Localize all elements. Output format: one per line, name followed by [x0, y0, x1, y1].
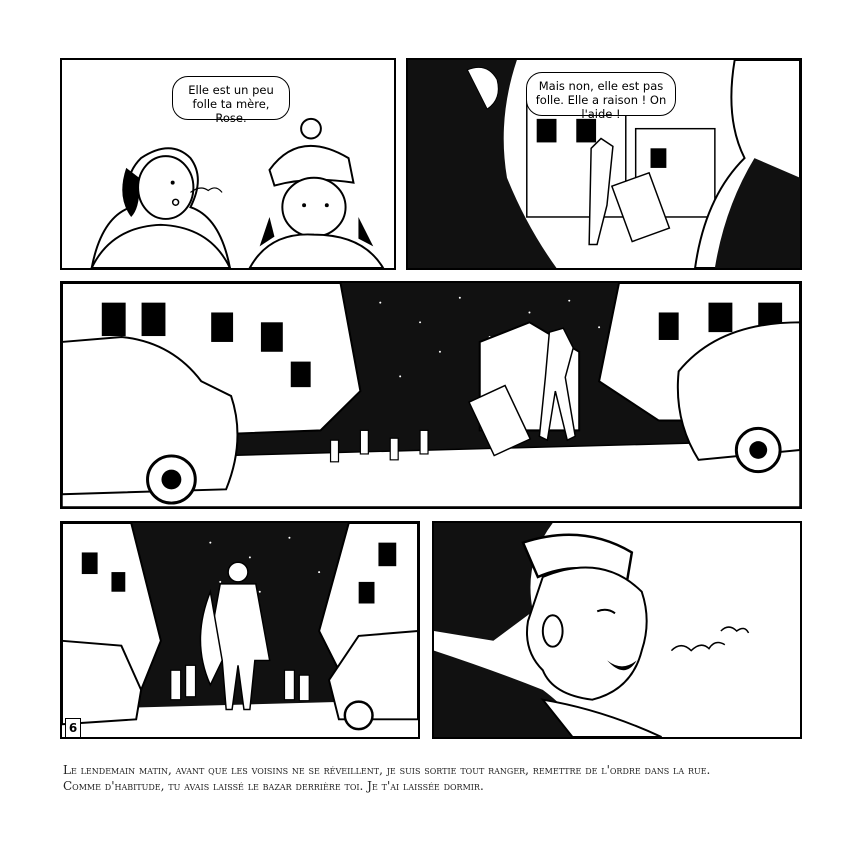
panel-5 — [432, 521, 802, 739]
caption-line-1: Le lendemain matin, avant que les voisins ne se réveillent, je suis sortie tout ranger, remettre de l'ordre dans la rue. — [63, 763, 711, 777]
caption-line-2: Comme d'habitude, tu avais laissé le bazar derrière toi. Je t'ai laissée dormir. — [63, 779, 484, 793]
panel-5-art — [434, 523, 800, 737]
panel-4-art — [62, 523, 418, 737]
speech-bubble-p2: Mais non, elle est pas folle. Elle a raison ! On l'aide ! — [526, 72, 676, 116]
panel-3 — [60, 281, 802, 509]
panel-3-art — [62, 283, 800, 507]
caption — [63, 762, 803, 794]
panel-1 — [60, 58, 396, 270]
panel-4 — [60, 521, 420, 739]
speech-bubble-p1: Elle est un peu folle ta mère, Rose. — [172, 76, 290, 120]
page-number: 6 — [65, 718, 81, 738]
panel-2 — [406, 58, 802, 270]
